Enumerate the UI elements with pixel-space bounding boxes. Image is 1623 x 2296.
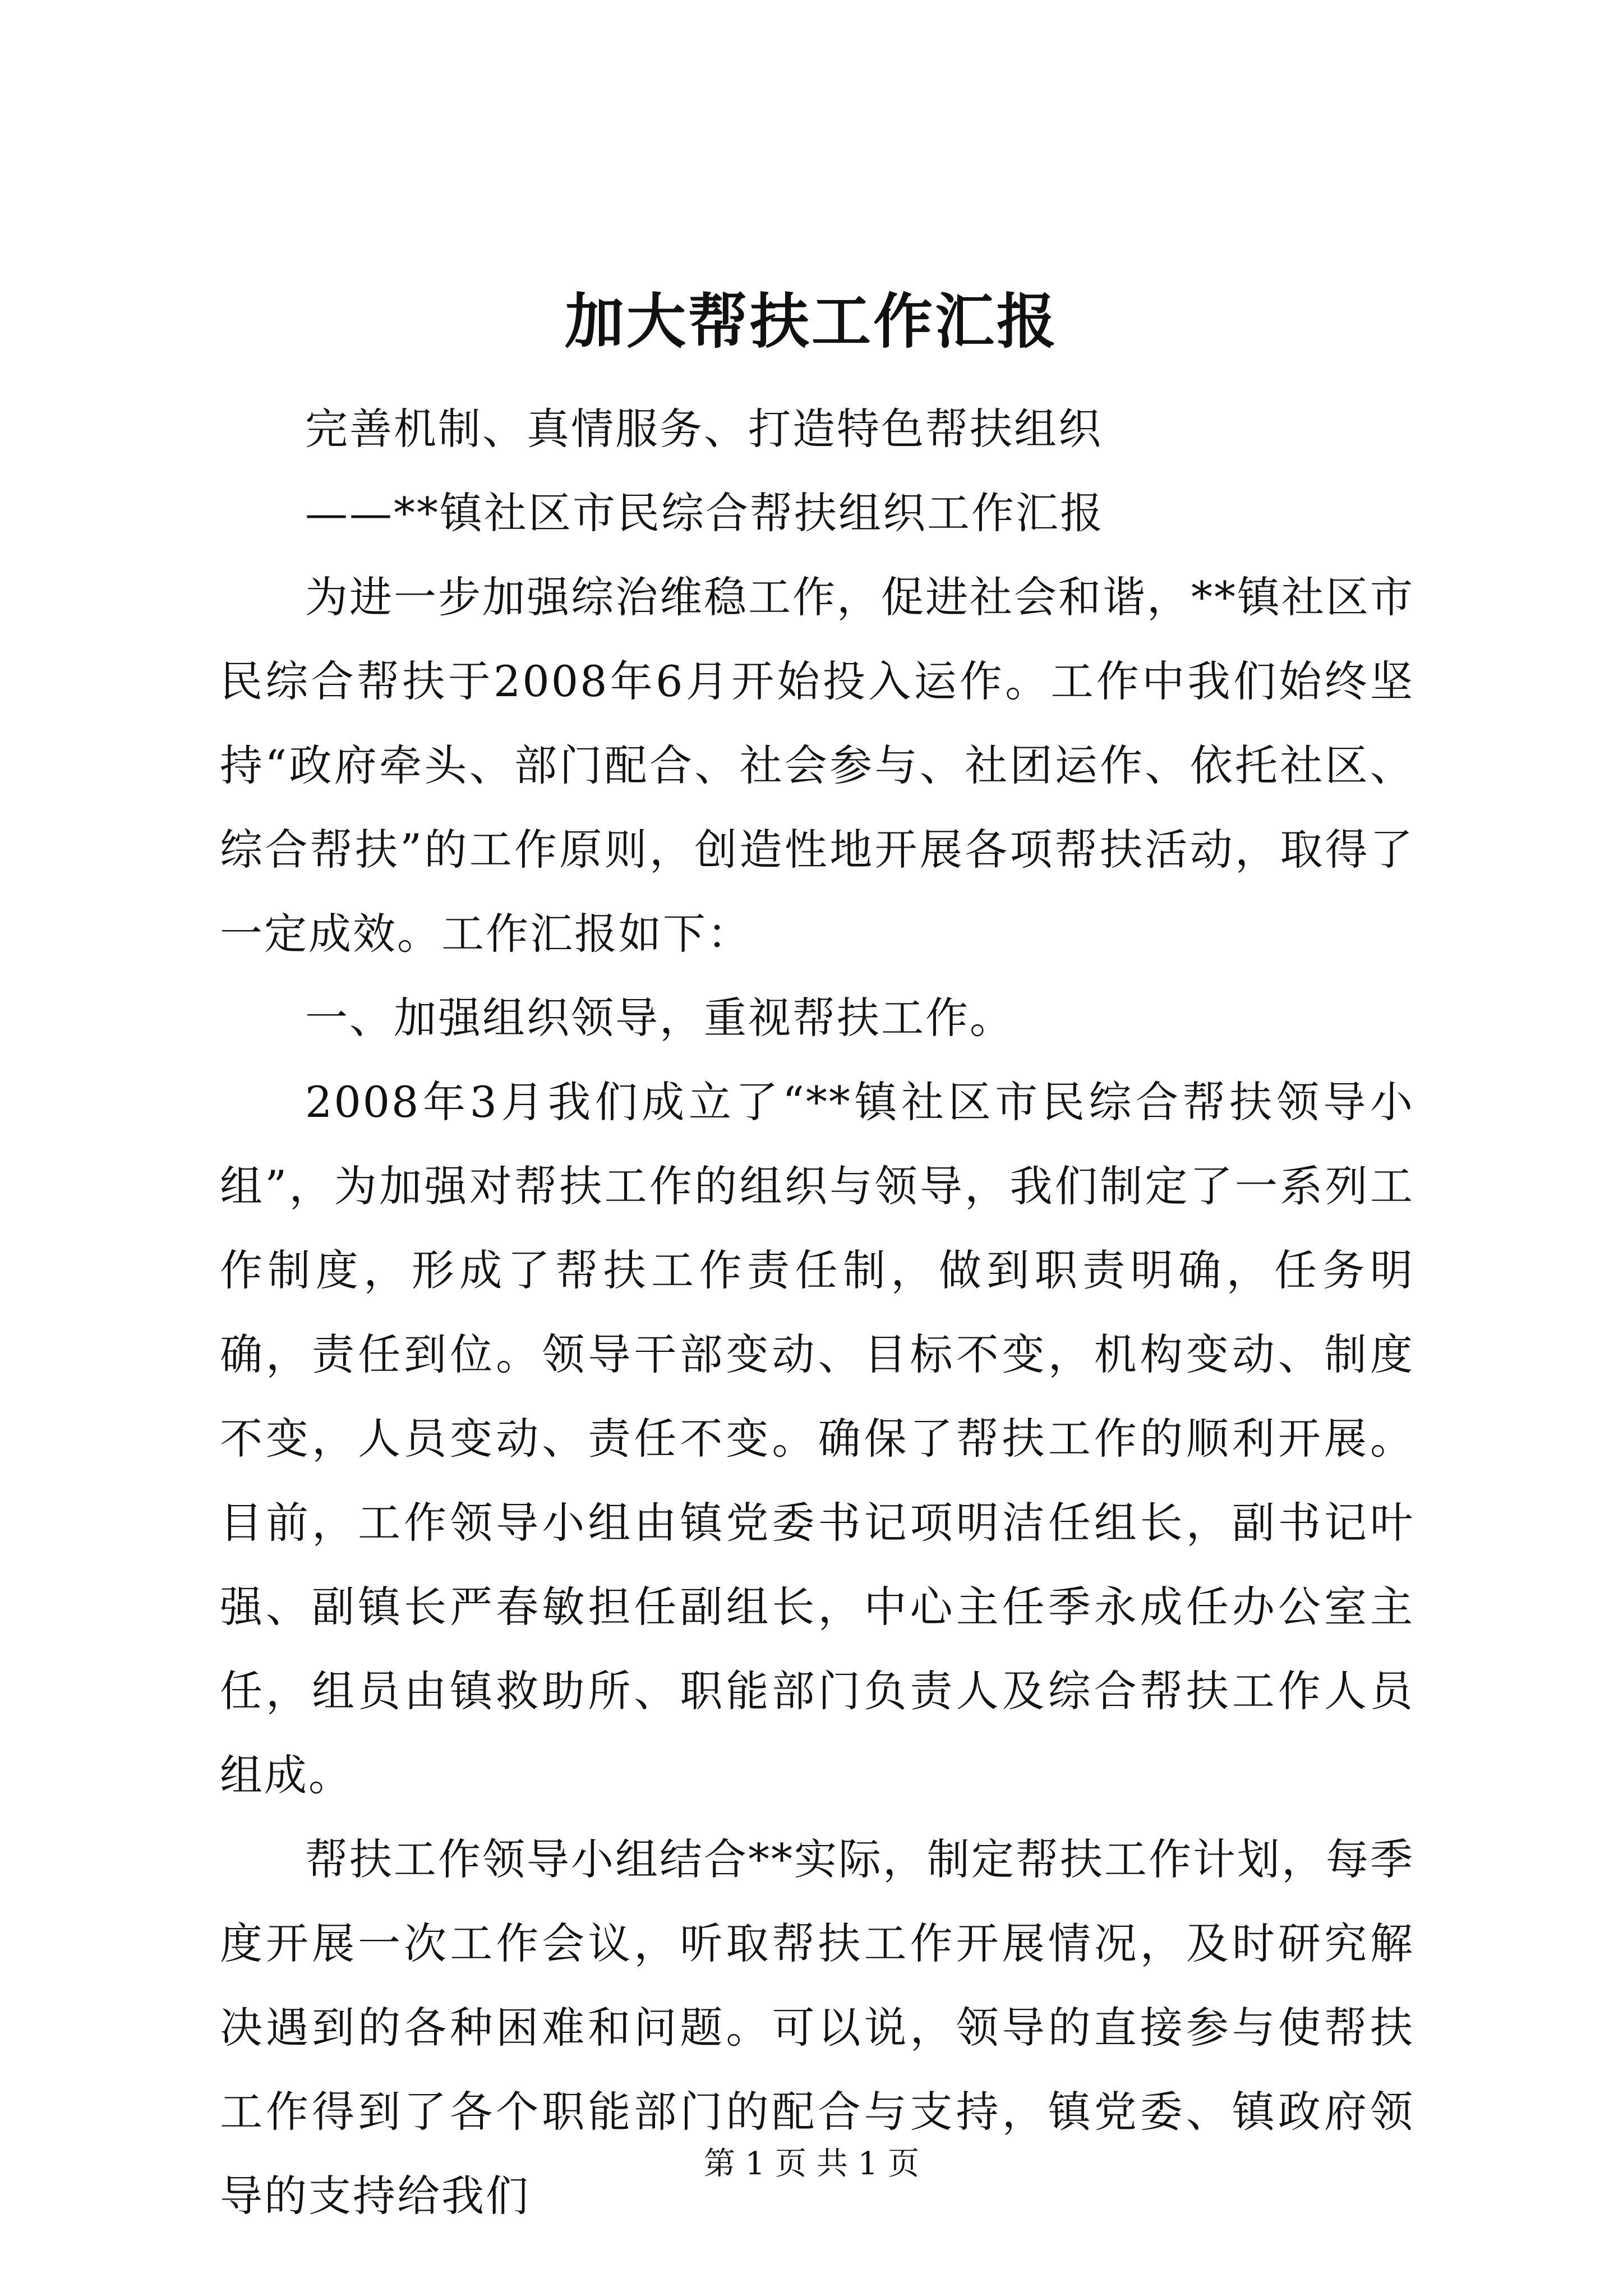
body-paragraph-1: 为进一步加强综治维稳工作，促进社会和谐，**镇社区市民综合帮扶于2008年6月开始投入运作。工作中我们始终坚持“政府牵头、部门配合、社会参与、社团运作、依托社区、综合帮扶”的工作原则，创造性地开展各项帮扶活动，取得了一定成效。工作汇报如下： [220,572,1414,959]
subtitle-line-1: 完善机制、真情服务、打造特色帮扶组织 [305,404,1103,454]
page-footer: 第 1 页 共 1 页 [703,2146,920,2182]
document-title: 加大帮扶工作汇报 [565,286,1058,356]
subtitle-line-2: ——**镇社区市民综合帮扶组织工作汇报 [305,488,1104,538]
document-body [220,387,1414,2238]
section-heading-1: 一、加强组织领导，重视帮扶工作。 [305,993,1014,1043]
body-paragraph-2: 2008年3月我们成立了“**镇社区市民综合帮扶领导小组”，为加强对帮扶工作的组织与领导，我们制定了一系列工作制度，形成了帮扶工作责任制，做到职责明确，任务明确，责任到位。领导干部变动、目标不变，机构变动、制度不变，人员变动、责任不变。确保了帮扶工作的顺利开展。目前，工作领导小组由镇党委书记项明洁任组长，副书记叶强、副镇长严春敏担任副组长，中心主任季永成任办公室主任，组员由镇救助所、职能部门负责人及综合帮扶工作人员组成。 [220,1077,1414,1800]
body-paragraph-3: 帮扶工作领导小组结合**实际，制定帮扶工作计划，每季度开展一次工作会议，听取帮扶工作开展情况，及时研究解决遇到的各种困难和问题。可以说，领导的直接参与使帮扶工作得到了各个职能部门的配合与支持，镇党委、镇政府领导的支持给我们 [220,1834,1414,2221]
